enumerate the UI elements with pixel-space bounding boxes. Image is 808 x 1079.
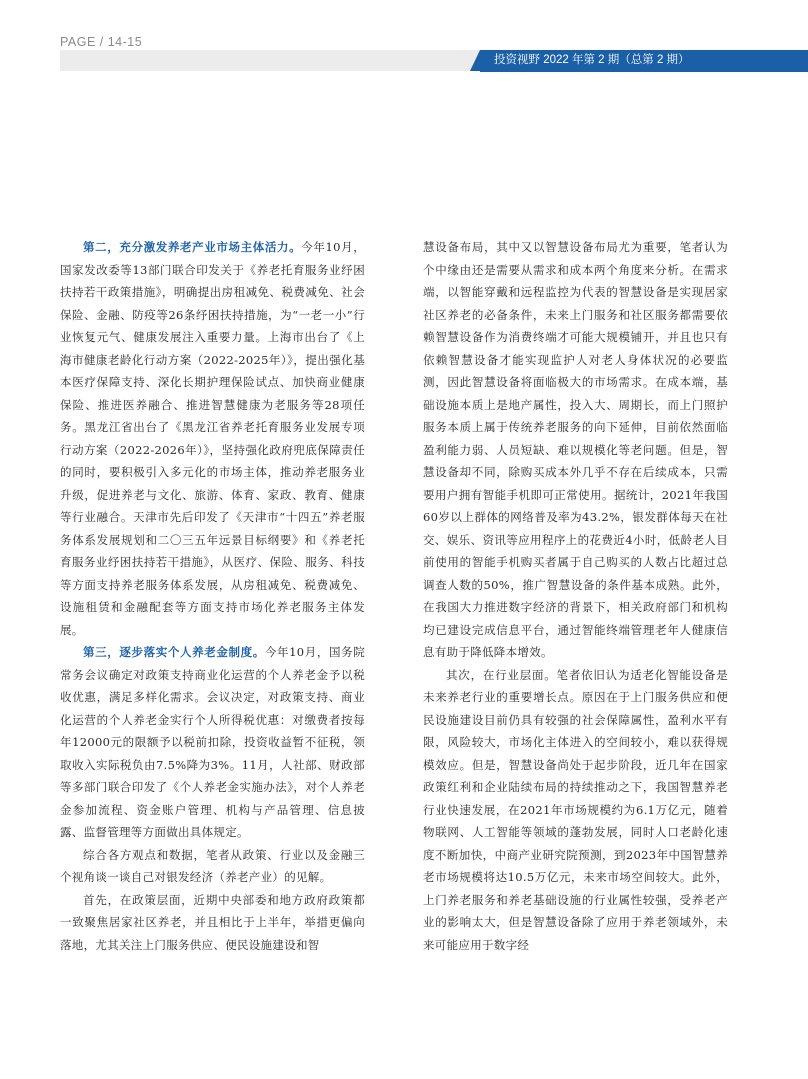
header-rule bbox=[480, 71, 808, 72]
page-number: PAGE / 14-15 bbox=[60, 35, 143, 49]
header-band bbox=[60, 50, 480, 71]
section-heading: 第二，充分激发养老产业市场主体活力。 bbox=[83, 240, 302, 254]
paragraph: 慧设备布局，其中又以智慧设备布局尤为重要，笔者认为个中缘由还是需要从需求和成本两个角度来分析。在需求端，以智能穿戴和远程监控为代表的智慧设备是实现居家社区养老的必备条件，未来上门服务和社区服务都需要依赖智慧设备作为消费终端才可能大规模铺开，并且也只有依赖智慧设备才能实现监护人对老人身体状况的必要监测，因此智慧设备将面临极大的市场需求。在成本端，基础设施本质上是地产属性，投入大、周期长，而上门照护服务本质上属于传统养老服务的向下延伸，目前依然面临盈利能力弱、人员短缺、难以规模化等老问题。但是，智慧设备却不同，除购买成本外几乎不存在后续成本，只需要用户拥有智能手机即可正常使用。据统计，2021年我国60岁以上群体的网络普及率为43.2%，银发群体每天在社交、娱乐、资讯等应用程序上的花费近4小时，低龄老人目前使用的智能手机购买者属于自己购买的人数占比超过总调查人数的50%，推广智慧设备的条件基本成熟。此外，在我国大力推进数字经济的背景下，相关政府部门和机构均已建设完成信息平台，通过智能终端管理老年人健康信息有助于降低降本增效。 bbox=[423, 240, 728, 659]
paragraph: 综合各方观点和数据，笔者从政策、行业以及金融三个视角谈一谈自己对银发经济（养老产业）的见解。 bbox=[60, 847, 365, 884]
paragraph-text: 今年10月，国家发改委等13部门联合印发关于《养老托育服务业纾困扶持若干政策措施》，明确提出房租减免、税费减免、社会保险、金融、防疫等26条纾困扶持措施，为“一老一小”行业恢复元气、健康发展注入重要力量。上海市出台了《上海市健康老龄化行动方案（2022-2025年）》，提出强化基本医疗保障支持、深化长期护理保险试点、加快商业健康保险、推进医养融合、推进智慧健康为老服务等28项任务。黑龙江省出台了《黑龙江省养老托育服务业发展专项行动方案（2022-2026年）》，坚持强化政府兜底保障责任的同时，要积极引入多元化的市场主体，推动养老服务业升级，促进养老与文化、旅游、体育、家政、教育、健康等行业融合。天津市先后印发了《天津市“十四五”养老服务体系发展规划和二〇三五年远景目标纲要》和《养老托育服务业纾困扶持若干措施》，从医疗、保险、服务、科技等方面支持养老服务体系发展，从房租减免、税费减免、设施租赁和金融配套等方面支持市场化养老服务主体发展。 bbox=[60, 240, 365, 637]
left-column bbox=[60, 236, 365, 956]
section-heading: 第三，逐步落实个人养老金制度。 bbox=[83, 645, 265, 659]
paragraph bbox=[60, 236, 365, 641]
journal-title: 投资视野 2022 年第 2 期（总第 2 期） bbox=[494, 54, 690, 66]
right-column bbox=[423, 236, 728, 956]
paragraph: 首先，在政策层面，近期中央部委和地方政府政策都一致聚焦居家社区养老，并且相比于上半年，举措更偏向落地，尤其关注上门服务供应、便民设施建设和智 bbox=[60, 892, 365, 952]
paragraph-text: 今年10月，国务院常务会议确定对政策支持商业化运营的个人养老金予以税收优惠，满足多样化需求。会议决定，对政策支持、商业化运营的个人养老金实行个人所得税优惠：对缴费者按每年12000元的限额予以税前扣除，投资收益暂不征税，领取收入实际税负由7.5%降为3%。11月，人社部、财政部等多部门联合印发了《个人养老金实施办法》，对个人养老金参加流程、资金账户管理、机构与产品管理、信息披露、监督管理等方面做出具体规定。 bbox=[60, 645, 366, 839]
paragraph: 其次，在行业层面。笔者依旧认为适老化智能设备是未来养老行业的重要增长点。原因在于上门服务供应和便民设施建设目前仍具有较强的社会保障属性，盈利水平有限，风险较大，市场化主体进入的空间较小，难以获得规模效应。但是，智慧设备尚处于起步阶段，近几年在国家政策红利和企业陆续布局的持续推动之下，我国智慧养老行业快速发展，在2021年市场规模约为6.1万亿元，随着物联网、人工智能等领域的蓬勃发展，同时人口老龄化速度不断加快，中商产业研究院预测，到2023年中国智慧养老市场规模将达10.5万亿元，未来市场空间较大。此外，上门养老服务和养老基础设施的行业属性较强，受养老产业的影响太大，但是智慧设备除了应用于养老领域外，未来可能应用于数字经 bbox=[423, 667, 728, 952]
paragraph bbox=[60, 641, 365, 844]
